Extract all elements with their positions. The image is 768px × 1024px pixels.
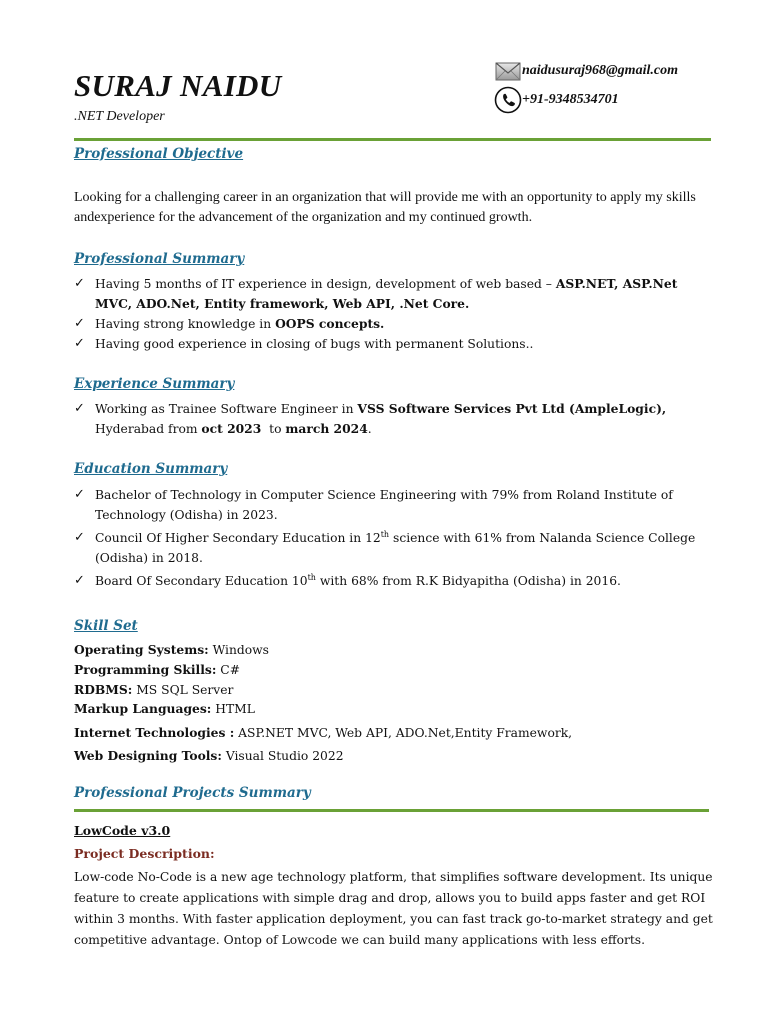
check-icon: ✓ — [74, 530, 85, 545]
experience-heading: Experience Summary — [74, 376, 235, 392]
education-list — [74, 485, 714, 591]
phone-icon — [494, 86, 522, 114]
check-icon: ✓ — [74, 573, 85, 588]
skill-internet: Internet Technologies : ASP.NET MVC, Web API, ADO.Net,Entity Framework, — [74, 725, 573, 740]
experience-list — [74, 399, 714, 439]
projects-divider — [74, 809, 709, 812]
check-icon: ✓ — [74, 276, 85, 291]
skill-markup: Markup Languages: HTML — [74, 701, 255, 716]
check-icon: ✓ — [74, 401, 85, 416]
project-description-heading: Project Description: — [74, 846, 215, 861]
list-item: ✓ Council Of Higher Secondary Education in 12th science with 61% from Nalanda Science College (Odisha) in 2018. — [74, 529, 696, 565]
envelope-icon — [494, 57, 522, 85]
objective-heading: Professional Objective — [74, 146, 244, 162]
header-divider — [74, 138, 711, 141]
check-icon: ✓ — [74, 487, 85, 502]
skill-os: Operating Systems: Windows — [74, 642, 269, 657]
project-description: Low-code No-Code is a new age technology platform, that simplifies software development. Its unique feature to create applications with simple drag and drop, allows you to build apps faster and get ROI within 3 months. With faster application deployment, you can fast track go-to-market strategy and get competitive advantage. Ontop of Lowcode we can build many applications with less efforts. — [74, 870, 713, 947]
list-item: ✓ Having good experience in closing of bugs with permanent Solutions.. — [74, 334, 714, 354]
summary-list — [74, 274, 714, 354]
education-heading: Education Summary — [74, 461, 228, 477]
candidate-name: SURAJ NAIDU — [74, 68, 282, 103]
email-text: naidusuraj968@gmail.com — [522, 63, 678, 78]
list-item: ✓ Having 5 months of IT experience in design, development of web based – ASP.NET, ASP.Net MVC, ADO.Net, Entity framework, Web API, .Net Core. — [74, 276, 678, 311]
skill-web-tools: Web Designing Tools: Visual Studio 2022 — [74, 748, 344, 763]
list-item: ✓ Bachelor of Technology in Computer Science Engineering with 79% from Roland Institute of Technology (Odisha) in 2023. — [74, 487, 673, 522]
contact-email — [494, 57, 678, 85]
project-title: LowCode v3.0 — [74, 823, 171, 838]
objective-text: Looking for a challenging career in an organization that will provide me with an opportunity to apply my skills andexperience for the advancement of the organization and my continued growth. — [74, 190, 696, 225]
list-item: ✓ Working as Trainee Software Engineer in VSS Software Services Pvt Ltd (AmpleLogic), Hyderabad from oct 2023 to march 2024. — [74, 401, 667, 436]
list-item: ✓ Board Of Secondary Education 10th with 68% from R.K Bidyapitha (Odisha) in 2016. — [74, 571, 714, 591]
list-item: ✓ Having strong knowledge in OOPS concepts. — [74, 314, 714, 334]
check-icon: ✓ — [74, 316, 85, 331]
skills-heading: Skill Set — [74, 618, 138, 634]
skill-rdbms: RDBMS: MS SQL Server — [74, 682, 234, 697]
phone-text: +91-9348534701 — [522, 92, 619, 107]
summary-heading: Professional Summary — [74, 251, 245, 267]
skill-programming: Programming Skills: C# — [74, 662, 240, 677]
projects-heading: Professional Projects Summary — [74, 785, 311, 801]
candidate-role: .NET Developer — [74, 109, 165, 124]
contact-phone — [494, 86, 619, 114]
check-icon: ✓ — [74, 336, 85, 351]
